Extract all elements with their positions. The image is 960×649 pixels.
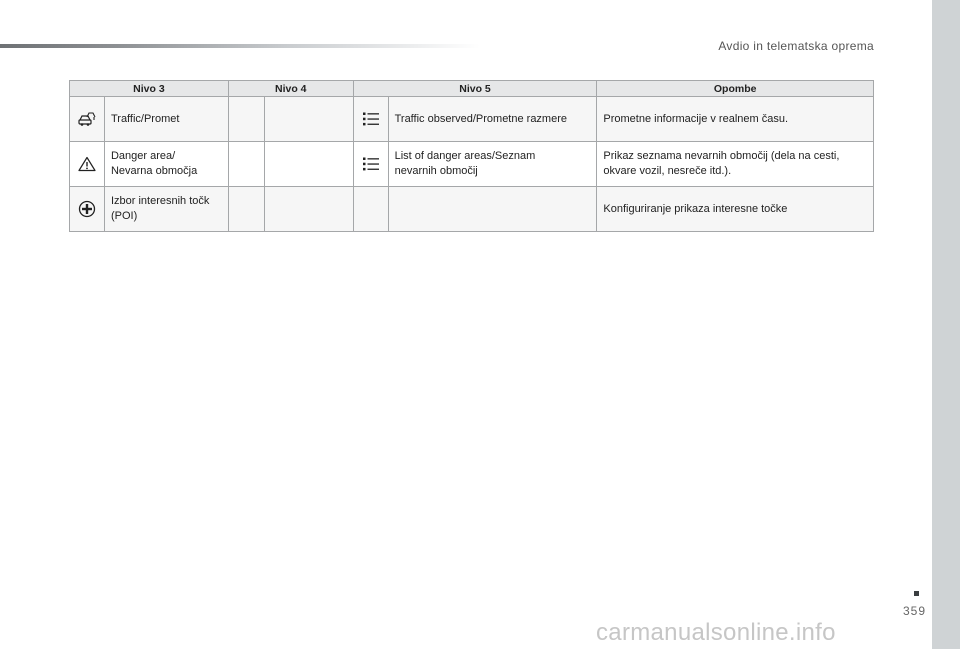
- page-number: 359: [903, 604, 927, 618]
- page-marker: [914, 591, 919, 596]
- watermark: carmanualsonline.info: [596, 619, 836, 646]
- nivo5-label: Traffic observed/Prometne razmere: [388, 97, 597, 142]
- nivo3-label: Izbor interesnih točk (POI): [104, 187, 228, 232]
- warning-triangle-icon: [70, 142, 105, 187]
- nivo3-label: Traffic/Promet: [104, 97, 228, 142]
- settings-table: [69, 80, 874, 232]
- nivo5-icon-cell: [353, 187, 388, 232]
- side-band: [932, 0, 960, 649]
- table-row: [70, 97, 874, 142]
- table-header-row: [70, 81, 874, 97]
- nivo4-label: [264, 142, 353, 187]
- nivo4-label: [264, 187, 353, 232]
- column-header-nivo3: Nivo 3: [70, 81, 229, 97]
- column-header-nivo5: Nivo 5: [353, 81, 597, 97]
- section-title: Avdio in telematska oprema: [718, 39, 874, 53]
- nivo3-label: Danger area/ Nevarna območja: [104, 142, 228, 187]
- nivo4-icon-cell: [228, 187, 264, 232]
- nivo5-label: [388, 187, 597, 232]
- nivo4-label: [264, 97, 353, 142]
- traffic-icon: [70, 97, 105, 142]
- column-header-opombe: Opombe: [597, 81, 874, 97]
- nivo4-icon-cell: [228, 142, 264, 187]
- nivo5-label: List of danger areas/Seznam nevarnih območij: [388, 142, 597, 187]
- column-header-nivo4: Nivo 4: [228, 81, 353, 97]
- nivo4-icon-cell: [228, 97, 264, 142]
- list-icon: [353, 142, 388, 187]
- poi-plus-icon: [70, 187, 105, 232]
- table-row: [70, 187, 874, 232]
- table-row: [70, 142, 874, 187]
- list-icon: [353, 97, 388, 142]
- note: Konfiguriranje prikaza interesne točke: [597, 187, 874, 232]
- header-rule: [0, 44, 480, 48]
- note: Prikaz seznama nevarnih območij (dela na cesti, okvare vozil, nesreče itd.).: [597, 142, 874, 187]
- note: Prometne informacije v realnem času.: [597, 97, 874, 142]
